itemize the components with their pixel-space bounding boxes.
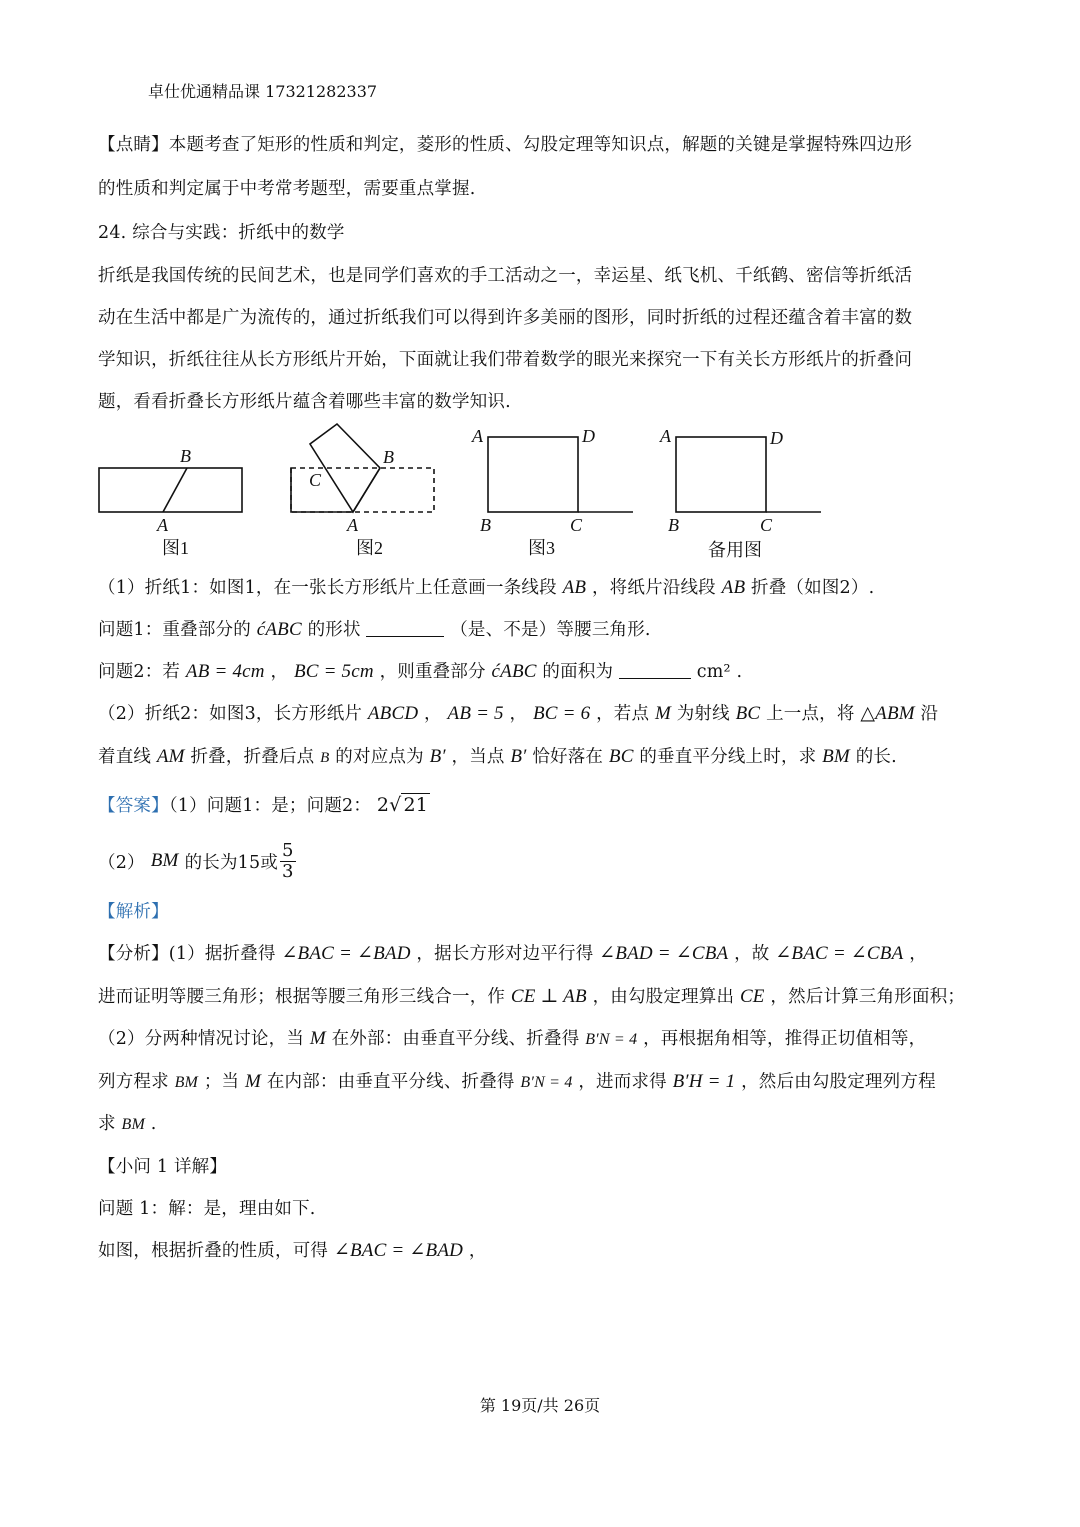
p2l1-c: 为射线 bbox=[676, 704, 730, 724]
p2l2-g: 的长. bbox=[855, 747, 897, 767]
analysis-tag: 【解析】 bbox=[98, 902, 169, 922]
an-l3-c: ，再根据角相等，推得正切值相等， bbox=[643, 1029, 927, 1049]
an-l5-bm: BM bbox=[121, 1116, 145, 1133]
fraction-numerator: 5 bbox=[282, 839, 294, 861]
p2l1-b: ，若点 bbox=[596, 704, 650, 724]
fig3-label-d: D bbox=[582, 426, 595, 446]
an-l4-bm: BM bbox=[174, 1074, 199, 1091]
review-line-2: 的性质和判定属于中考常考题型，需要重点掌握. bbox=[98, 179, 476, 199]
part-1-c: 折叠（如图2）. bbox=[751, 578, 875, 598]
p2l1-a: （2）折纸2：如图3，长方形纸片 bbox=[98, 704, 363, 724]
fig2-label-c: C bbox=[309, 470, 322, 490]
answer-blank-2 bbox=[619, 660, 691, 679]
triangle-abm: △ABM bbox=[860, 703, 915, 724]
answer-line-1-text: （1）问题1：是；问题2： bbox=[168, 796, 372, 816]
fig2-label-b: B bbox=[383, 447, 394, 467]
figure-1-segment-ab bbox=[163, 468, 187, 512]
detail-title: 【小问 1 详解】 bbox=[98, 1157, 228, 1177]
review-line-1: 【点睛】本题考查了矩形的性质和判定，菱形的性质、勾股定理等知识点，解题的关键是掌握特殊四边形 bbox=[98, 135, 913, 155]
p2l1-eq-bc: BC = 6 bbox=[532, 703, 591, 724]
answer-radicand: 21 bbox=[403, 794, 429, 816]
fig3-label-b: B bbox=[480, 515, 491, 535]
part-1-b: ，将纸片沿线段 bbox=[591, 578, 716, 598]
spare-figure-caption: 备用图 bbox=[708, 540, 762, 560]
an-l2-b: ，由勾股定理算出 bbox=[592, 987, 735, 1007]
fig2-label-a: A bbox=[347, 515, 358, 535]
q2-b: ，则重叠部分 bbox=[379, 662, 486, 682]
q2-sep: ， bbox=[270, 662, 289, 682]
point-b: B bbox=[320, 750, 330, 766]
an-l3-eq1: B′N = 4 bbox=[585, 1031, 638, 1048]
answer-tag: 【答案】 bbox=[98, 796, 169, 816]
p2l2-d: ，当点 bbox=[451, 747, 505, 767]
figure-1-rectangle bbox=[99, 468, 242, 512]
spare-label-b: B bbox=[668, 515, 679, 535]
an-l1-c: ，故 bbox=[734, 944, 770, 964]
an-l1-a: 【分析】(1）据折叠得 bbox=[98, 944, 276, 964]
page-footer: 第 19页/共 26页 bbox=[479, 1396, 601, 1415]
answer-line-1: 【答案】（1）问题1：是；问题2： 2√ 21 bbox=[98, 794, 429, 816]
analysis-line-5 bbox=[98, 1110, 157, 1135]
an-l2-eq1: CE ⊥ AB bbox=[510, 986, 587, 1007]
an-l3-b: 在外部：由垂直平分线、折叠得 bbox=[331, 1029, 580, 1049]
an-l1-d: ， bbox=[909, 944, 927, 964]
an-l4-d: ，进而求得 bbox=[578, 1072, 667, 1092]
figure-2-caption: 图2 bbox=[356, 538, 383, 558]
intro-line-1: 折纸是我国传统的民间艺术，也是同学们喜欢的手工活动之一，幸运星、纸飞机、千纸鹤、密信等折纸活 bbox=[98, 266, 913, 286]
answer-blank-1 bbox=[366, 618, 444, 637]
spare-label-a: A bbox=[660, 426, 671, 446]
an-l1-eq3: ∠BAC = ∠CBA bbox=[775, 943, 904, 964]
figures-diagram bbox=[0, 420, 1080, 565]
intro-line-2: 动在生活中都是广为流传的，通过折纸我们可以得到许多美丽的图形，同时折纸的过程还蕴含着丰富的数 bbox=[98, 308, 913, 328]
an-l4-e: ，然后由勾股定理列方程 bbox=[741, 1072, 936, 1092]
line-am: AM bbox=[156, 746, 185, 767]
figure-3-rectangle bbox=[488, 437, 578, 512]
fig3-label-c: C bbox=[570, 515, 583, 535]
an-l5-b: . bbox=[150, 1114, 157, 1134]
spare-label-c: C bbox=[760, 515, 773, 535]
q2-unit: cm² bbox=[696, 662, 731, 682]
point-b-prime: B′ bbox=[429, 746, 446, 767]
an-l1-b: ，据长方形对边平行得 bbox=[416, 944, 594, 964]
analysis-line-1 bbox=[98, 940, 927, 965]
an-l4-m: M bbox=[245, 1071, 262, 1092]
an-l1-eq2: ∠BAD = ∠CBA bbox=[599, 943, 729, 964]
segment-ab: AB bbox=[562, 577, 587, 598]
part-2-line-2 bbox=[98, 743, 897, 768]
figure-2-remaining-edge bbox=[291, 468, 353, 512]
p2l1-d: 上一点，将 bbox=[766, 704, 855, 724]
page-header: 卓仕优通精品课 17321282337 bbox=[148, 82, 378, 101]
an-l2-ce: CE bbox=[739, 986, 765, 1007]
answer-line-2-b: 的长为15或 bbox=[184, 852, 279, 873]
answer-bm: BM bbox=[150, 850, 179, 871]
part-1-text bbox=[98, 574, 874, 599]
detail-line-2-b: ， bbox=[468, 1241, 487, 1261]
an-l4-c: 在内部：由垂直平分线、折叠得 bbox=[266, 1072, 515, 1092]
fig1-label-a: A bbox=[157, 515, 168, 535]
an-l2-a: 进而证明等腰三角形；根据等腰三角形三线合一，作 bbox=[98, 987, 506, 1007]
figure-1-caption: 图1 bbox=[162, 538, 189, 558]
p2l1-sep1: ， bbox=[424, 704, 442, 724]
p2l2-f: 的垂直平分线上时，求 bbox=[639, 747, 817, 767]
question-1-text bbox=[98, 616, 651, 641]
figure-3-caption: 图3 bbox=[528, 538, 555, 558]
q2-triangle-abc: ćABC bbox=[491, 661, 537, 682]
part-2-line-1 bbox=[98, 700, 938, 725]
q2-a: 问题2：若 bbox=[98, 662, 181, 682]
detail-line-1: 问题 1：解：是，理由如下. bbox=[98, 1199, 316, 1219]
ray-bc: BC bbox=[735, 703, 761, 724]
p2l2-b: 折叠，折叠后点 bbox=[190, 747, 315, 767]
analysis-line-4 bbox=[98, 1068, 936, 1093]
spare-figure-rectangle bbox=[676, 437, 766, 512]
intro-line-3: 学知识，折纸往往从长方形纸片开始，下面就让我们带着数学的眼光来探究一下有关长方形纸片的折叠问 bbox=[98, 350, 913, 370]
an-l5-a: 求 bbox=[98, 1114, 116, 1134]
p2l1-e: 沿 bbox=[920, 704, 939, 724]
answer-fraction bbox=[280, 841, 296, 882]
triangle-abc: ćABC bbox=[256, 619, 302, 640]
point-b-prime-2: B′ bbox=[510, 746, 527, 767]
part-1-a: （1）折纸1：如图1，在一张长方形纸片上任意画一条线段 bbox=[98, 578, 557, 598]
p2l2-e: 恰好落在 bbox=[532, 747, 604, 767]
analysis-line-2 bbox=[98, 983, 965, 1008]
detail-line-2 bbox=[98, 1237, 487, 1262]
q1-b: 的形状 bbox=[307, 620, 361, 640]
q1-c: （是、不是）等腰三角形. bbox=[450, 620, 651, 640]
p2l2-c: 的对应点为 bbox=[335, 747, 424, 767]
an-l3-m: M bbox=[309, 1028, 326, 1049]
answer-line-2 bbox=[98, 835, 296, 887]
q2-eq-bc: BC = 5cm bbox=[293, 661, 374, 682]
fig3-label-a: A bbox=[472, 426, 483, 446]
segment-ab-2: AB bbox=[721, 577, 746, 598]
intro-line-4: 题，看看折叠长方形纸片蕴含着哪些丰富的数学知识. bbox=[98, 392, 511, 412]
analysis-line-3 bbox=[98, 1025, 926, 1050]
fraction-denominator: 3 bbox=[282, 860, 294, 882]
spare-label-d: D bbox=[770, 428, 783, 448]
an-l4-eq2: B′H = 1 bbox=[672, 1071, 736, 1092]
answer-line-2-a: （2） bbox=[98, 852, 145, 873]
q2-c: 的面积为 bbox=[542, 662, 614, 682]
an-l4-eq1: B′N = 4 bbox=[520, 1074, 573, 1091]
an-l2-c: ，然后计算三角形面积； bbox=[770, 987, 966, 1007]
detail-line-2-a: 如图，根据折叠的性质，可得 bbox=[98, 1241, 329, 1261]
rect-abcd: ABCD bbox=[367, 703, 419, 724]
an-l4-a: 列方程求 bbox=[98, 1072, 169, 1092]
an-l4-b: ；当 bbox=[203, 1072, 240, 1092]
q2-eq-ab: AB = 4cm bbox=[185, 661, 265, 682]
point-m: M bbox=[654, 703, 671, 724]
an-l1-eq1: ∠BAC = ∠BAD bbox=[281, 943, 411, 964]
p2l2-a: 着直线 bbox=[98, 747, 152, 767]
segment-bm: BM bbox=[822, 746, 850, 767]
an-l3-a: （2）分两种情况讨论，当 bbox=[98, 1029, 305, 1049]
detail-equation: ∠BAC = ∠BAD bbox=[333, 1240, 464, 1261]
question-title: 24. 综合与实践：折纸中的数学 bbox=[98, 223, 345, 243]
q1-a: 问题1：重叠部分的 bbox=[98, 620, 251, 640]
answer-coefficient: 2 bbox=[376, 794, 390, 816]
p2l1-sep2: ， bbox=[509, 704, 528, 724]
q2-d: . bbox=[736, 662, 743, 682]
segment-bc: BC bbox=[608, 746, 634, 767]
p2l1-eq-ab: AB = 5 bbox=[447, 703, 504, 724]
question-2-text bbox=[98, 658, 742, 683]
fig1-label-b: B bbox=[180, 446, 191, 466]
